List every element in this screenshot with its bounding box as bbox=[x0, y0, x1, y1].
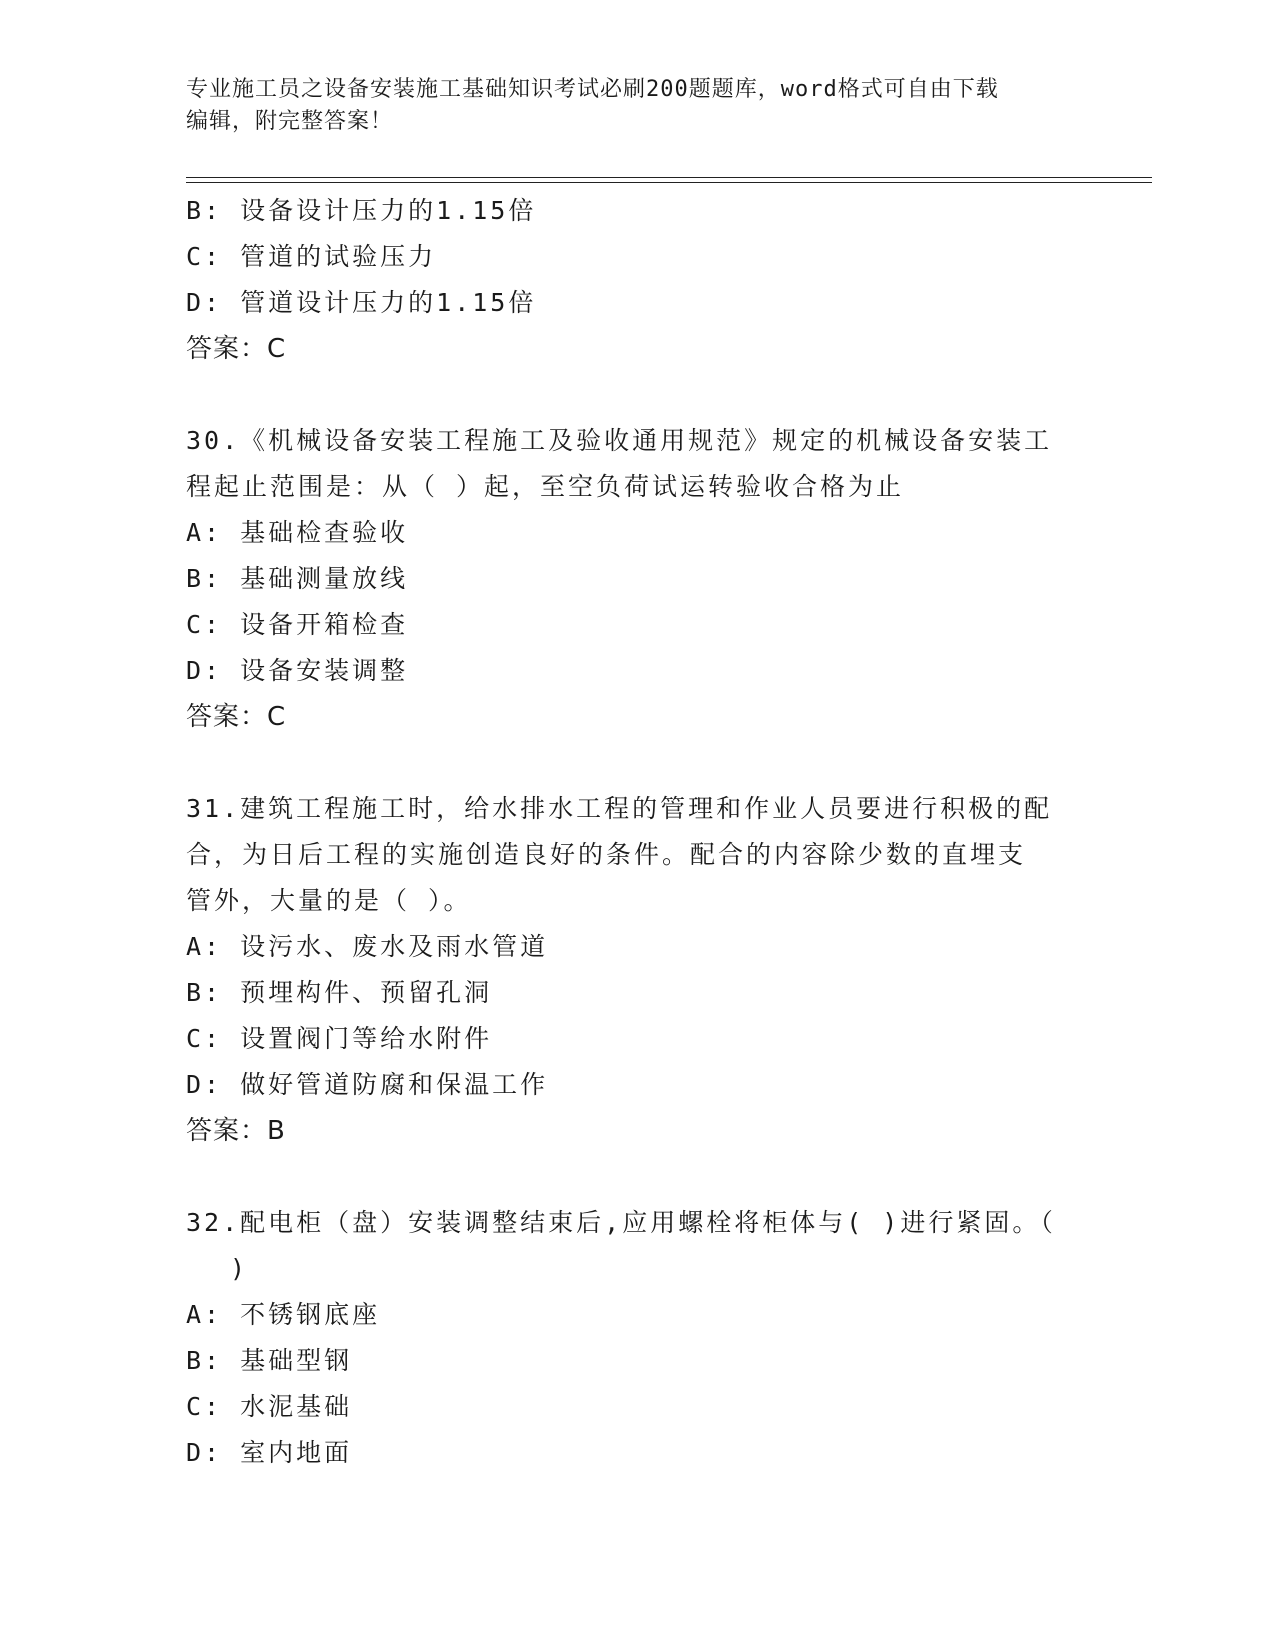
option-a: A: 基础检查验收 bbox=[186, 518, 409, 547]
question-text-line: ) bbox=[230, 1254, 249, 1283]
header-rule-top bbox=[186, 177, 1152, 178]
question-text-line: 管外，大量的是（ ）。 bbox=[186, 886, 472, 915]
option-c: C: 水泥基础 bbox=[186, 1392, 353, 1421]
spacer bbox=[186, 740, 1086, 786]
header-rule-bottom bbox=[186, 182, 1152, 183]
answer-line: 答案：B bbox=[186, 1116, 286, 1146]
option-d: D: 做好管道防腐和保温工作 bbox=[186, 1070, 549, 1099]
option-d: D: 管道设计压力的1.15倍 bbox=[186, 288, 537, 317]
header-line-2: 编辑，附完整答案！ bbox=[186, 109, 394, 134]
spacer bbox=[186, 1154, 1086, 1200]
header-line-1: 专业施工员之设备安装施工基础知识考试必刷200题题库，word格式可自由下载 bbox=[186, 77, 999, 102]
question-30 bbox=[186, 418, 1086, 740]
answer-line: 答案：C bbox=[186, 334, 287, 364]
prev-question-block bbox=[186, 188, 1086, 372]
question-text-line: 31.建筑工程施工时，给水排水工程的管理和作业人员要进行积极的配 bbox=[186, 794, 1053, 823]
question-32 bbox=[186, 1200, 1086, 1476]
option-b: B: 基础型钢 bbox=[186, 1346, 353, 1375]
option-d: D: 室内地面 bbox=[186, 1438, 353, 1467]
document-body bbox=[186, 188, 1086, 1476]
question-text-line: 程起止范围是：从（ ）起，至空负荷试运转验收合格为止 bbox=[186, 472, 905, 501]
document-header bbox=[186, 74, 1066, 138]
option-c: C: 设备开箱检查 bbox=[186, 610, 409, 639]
option-c: C: 管道的试验压力 bbox=[186, 242, 437, 271]
option-b: B: 基础测量放线 bbox=[186, 564, 409, 593]
option-a: A: 不锈钢底座 bbox=[186, 1300, 381, 1329]
option-b: B: 设备设计压力的1.15倍 bbox=[186, 196, 537, 225]
question-text-line: 32.配电柜（盘）安装调整结束后,应用螺栓将柜体与( )进行紧固。（ bbox=[186, 1208, 1056, 1237]
answer-line: 答案：C bbox=[186, 702, 287, 732]
question-31 bbox=[186, 786, 1086, 1154]
question-text-line: 30.《机械设备安装工程施工及验收通用规范》规定的机械设备安装工 bbox=[186, 426, 1053, 455]
option-c: C: 设置阀门等给水附件 bbox=[186, 1024, 493, 1053]
option-b: B: 预埋构件、预留孔洞 bbox=[186, 978, 493, 1007]
option-a: A: 设污水、废水及雨水管道 bbox=[186, 932, 549, 961]
option-d: D: 设备安装调整 bbox=[186, 656, 409, 685]
question-text-line: 合，为日后工程的实施创造良好的条件。配合的内容除少数的直埋支 bbox=[186, 840, 1027, 869]
spacer bbox=[186, 372, 1086, 418]
